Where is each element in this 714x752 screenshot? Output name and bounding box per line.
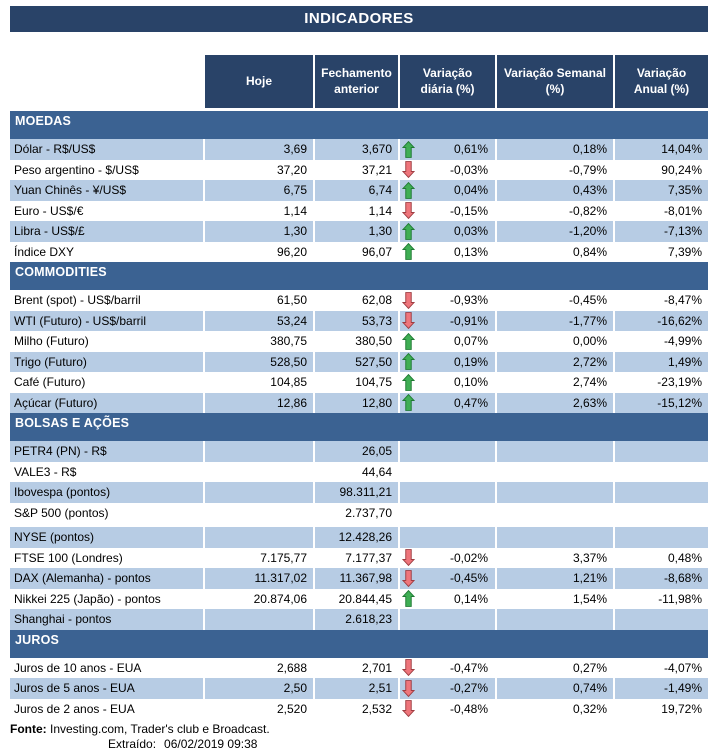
variacao-diaria-value: -0,15% bbox=[449, 203, 488, 218]
down-arrow-icon bbox=[400, 658, 418, 679]
cell-fechamento-anterior: 20.844,45 bbox=[313, 589, 398, 610]
table-row bbox=[10, 139, 708, 160]
table-row bbox=[10, 589, 708, 610]
up-arrow-icon bbox=[400, 372, 418, 393]
variacao-diaria-value: 0,19% bbox=[453, 354, 488, 369]
section-rows bbox=[10, 441, 708, 630]
up-arrow-icon bbox=[400, 221, 418, 242]
cell-variacao-anual: -4,99% bbox=[613, 331, 708, 352]
table-row bbox=[10, 331, 708, 352]
cell-hoje: 6,75 bbox=[203, 180, 313, 201]
table-row bbox=[10, 311, 708, 332]
cell-variacao-diaria bbox=[398, 548, 495, 569]
down-arrow-icon bbox=[400, 548, 418, 569]
empty-arrow-slot bbox=[400, 503, 418, 524]
extracted-line bbox=[10, 737, 708, 752]
variacao-diaria-value: 0,13% bbox=[453, 244, 488, 259]
row-label: Índice DXY bbox=[14, 244, 75, 259]
cell-hoje: 380,75 bbox=[203, 331, 313, 352]
table-header bbox=[10, 55, 708, 108]
cell-variacao-anual bbox=[613, 462, 708, 483]
cell-hoje: 96,20 bbox=[203, 242, 313, 263]
cell-fechamento-anterior: 3,670 bbox=[313, 139, 398, 160]
down-arrow-icon bbox=[400, 311, 418, 332]
cell-fechamento-anterior: 12.428,26 bbox=[313, 527, 398, 548]
cell-fechamento-anterior: 26,05 bbox=[313, 441, 398, 462]
table-section bbox=[10, 111, 708, 262]
extracted-timestamp: 06/02/2019 09:38 bbox=[164, 737, 258, 751]
down-arrow-icon bbox=[400, 678, 418, 699]
row-label: S&P 500 (pontos) bbox=[14, 505, 109, 520]
cell-variacao-anual: -8,47% bbox=[613, 290, 708, 311]
row-label: VALE3 - R$ bbox=[14, 464, 77, 479]
cell-variacao-diaria bbox=[398, 503, 495, 524]
table-row bbox=[10, 609, 708, 630]
cell-variacao-diaria bbox=[398, 589, 495, 610]
variacao-diaria-value: 0,61% bbox=[453, 142, 488, 156]
row-label: Café (Futuro) bbox=[14, 375, 86, 389]
cell-fechamento-anterior: 44,64 bbox=[313, 462, 398, 483]
section-header bbox=[10, 262, 708, 290]
cell-variacao-anual bbox=[613, 527, 708, 548]
header-spacer bbox=[10, 55, 203, 108]
variacao-diaria-value: -0,47% bbox=[449, 660, 488, 675]
table-row bbox=[10, 482, 708, 503]
cell-variacao-diaria bbox=[398, 678, 495, 699]
section-header-label: BOLSAS E AÇÕES bbox=[15, 416, 130, 430]
table-row bbox=[10, 658, 708, 679]
cell-variacao-anual: -16,62% bbox=[613, 311, 708, 332]
cell-fechamento-anterior: 2,532 bbox=[313, 699, 398, 720]
cell-variacao-diaria bbox=[398, 180, 495, 201]
cell-fechamento-anterior: 37,21 bbox=[313, 160, 398, 181]
cell-variacao-anual: 19,72% bbox=[613, 699, 708, 720]
cell-hoje bbox=[203, 462, 313, 483]
row-label: Libra - US$/£ bbox=[14, 224, 85, 238]
cell-hoje: 2,50 bbox=[203, 678, 313, 699]
variacao-diaria-value: -0,45% bbox=[449, 571, 488, 585]
table-row bbox=[10, 441, 708, 462]
cell-variacao-anual: -15,12% bbox=[613, 393, 708, 414]
cell-variacao-semanal: 0,43% bbox=[495, 180, 613, 201]
cell-variacao-semanal: 1,54% bbox=[495, 589, 613, 610]
cell-fechamento-anterior: 380,50 bbox=[313, 331, 398, 352]
up-arrow-icon bbox=[400, 589, 418, 610]
variacao-diaria-value: 0,04% bbox=[453, 183, 488, 197]
cell-variacao-anual bbox=[613, 482, 708, 503]
table-row bbox=[10, 352, 708, 373]
source-text: Investing.com, Trader's club e Broadcast. bbox=[46, 722, 270, 736]
down-arrow-icon bbox=[400, 290, 418, 311]
cell-variacao-semanal: 0,27% bbox=[495, 658, 613, 679]
down-arrow-icon bbox=[400, 568, 418, 589]
section-header bbox=[10, 111, 708, 139]
cell-variacao-diaria bbox=[398, 352, 495, 373]
cell-variacao-semanal bbox=[495, 441, 613, 462]
up-arrow-icon bbox=[400, 331, 418, 352]
cell-variacao-semanal: -0,82% bbox=[495, 201, 613, 222]
row-label: Peso argentino - $/US$ bbox=[14, 162, 139, 177]
variacao-diaria-value: 0,10% bbox=[453, 375, 488, 389]
table-row bbox=[10, 503, 708, 524]
cell-hoje: 528,50 bbox=[203, 352, 313, 373]
cell-fechamento-anterior: 53,73 bbox=[313, 311, 398, 332]
row-label: NYSE (pontos) bbox=[14, 530, 95, 544]
up-arrow-icon bbox=[400, 180, 418, 201]
cell-variacao-anual: -1,49% bbox=[613, 678, 708, 699]
down-arrow-icon bbox=[400, 201, 418, 222]
cell-variacao-semanal bbox=[495, 462, 613, 483]
up-arrow-icon bbox=[400, 393, 418, 414]
cell-variacao-anual: -23,19% bbox=[613, 372, 708, 393]
cell-variacao-semanal: -1,77% bbox=[495, 311, 613, 332]
cell-variacao-anual: 90,24% bbox=[613, 160, 708, 181]
cell-fechamento-anterior: 98.311,21 bbox=[313, 482, 398, 503]
cell-hoje: 2,520 bbox=[203, 699, 313, 720]
table-row bbox=[10, 678, 708, 699]
cell-variacao-semanal: 3,37% bbox=[495, 548, 613, 569]
row-label: Trigo (Futuro) bbox=[14, 354, 87, 369]
cell-hoje bbox=[203, 482, 313, 503]
column-header-hoje: Hoje bbox=[203, 55, 313, 108]
down-arrow-icon bbox=[400, 160, 418, 181]
section-rows bbox=[10, 290, 708, 413]
cell-variacao-semanal: 0,84% bbox=[495, 242, 613, 263]
cell-variacao-anual bbox=[613, 441, 708, 462]
cell-variacao-diaria bbox=[398, 290, 495, 311]
cell-hoje: 12,86 bbox=[203, 393, 313, 414]
cell-hoje: 3,69 bbox=[203, 139, 313, 160]
row-label: Juros de 10 anos - EUA bbox=[14, 660, 142, 675]
cell-fechamento-anterior: 7.177,37 bbox=[313, 548, 398, 569]
cell-variacao-anual: 7,35% bbox=[613, 180, 708, 201]
cell-variacao-semanal bbox=[495, 527, 613, 548]
table-row bbox=[10, 462, 708, 483]
variacao-diaria-value: 0,47% bbox=[453, 395, 488, 410]
cell-variacao-diaria bbox=[398, 482, 495, 503]
cell-fechamento-anterior: 2.618,23 bbox=[313, 609, 398, 630]
empty-arrow-slot bbox=[400, 527, 418, 548]
cell-variacao-diaria bbox=[398, 658, 495, 679]
cell-variacao-anual: 1,49% bbox=[613, 352, 708, 373]
cell-fechamento-anterior: 6,74 bbox=[313, 180, 398, 201]
row-label: Juros de 2 anos - EUA bbox=[14, 701, 135, 716]
up-arrow-icon bbox=[400, 242, 418, 263]
row-label: FTSE 100 (Londres) bbox=[14, 550, 123, 565]
cell-variacao-semanal: -0,79% bbox=[495, 160, 613, 181]
cell-variacao-semanal bbox=[495, 503, 613, 524]
cell-variacao-diaria bbox=[398, 441, 495, 462]
row-label: Brent (spot) - US$/barril bbox=[14, 293, 141, 307]
row-label: Euro - US$/€ bbox=[14, 203, 84, 218]
cell-hoje: 37,20 bbox=[203, 160, 313, 181]
cell-hoje: 104,85 bbox=[203, 372, 313, 393]
cell-fechamento-anterior: 2,51 bbox=[313, 678, 398, 699]
cell-variacao-anual: 14,04% bbox=[613, 139, 708, 160]
row-label: Ibovespa (pontos) bbox=[14, 485, 111, 499]
cell-variacao-anual: 7,39% bbox=[613, 242, 708, 263]
cell-variacao-semanal: 2,63% bbox=[495, 393, 613, 414]
cell-variacao-anual bbox=[613, 503, 708, 524]
table-row bbox=[10, 699, 708, 720]
section-rows bbox=[10, 139, 708, 262]
cell-variacao-anual: -8,68% bbox=[613, 568, 708, 589]
cell-hoje bbox=[203, 441, 313, 462]
cell-variacao-semanal: 0,00% bbox=[495, 331, 613, 352]
row-label: Milho (Futuro) bbox=[14, 334, 89, 348]
cell-variacao-semanal bbox=[495, 609, 613, 630]
cell-variacao-anual: -4,07% bbox=[613, 658, 708, 679]
column-header-variacao-anual: Variação Anual (%) bbox=[613, 55, 708, 108]
cell-variacao-semanal: 2,72% bbox=[495, 352, 613, 373]
source-line bbox=[10, 722, 708, 737]
cell-variacao-anual bbox=[613, 609, 708, 630]
table-row bbox=[10, 527, 708, 548]
cell-variacao-semanal: -0,45% bbox=[495, 290, 613, 311]
table-row bbox=[10, 290, 708, 311]
cell-fechamento-anterior: 11.367,98 bbox=[313, 568, 398, 589]
cell-variacao-diaria bbox=[398, 462, 495, 483]
cell-variacao-semanal bbox=[495, 482, 613, 503]
up-arrow-icon bbox=[400, 139, 418, 160]
cell-variacao-anual: 0,48% bbox=[613, 548, 708, 569]
section-rows bbox=[10, 658, 708, 720]
cell-hoje: 20.874,06 bbox=[203, 589, 313, 610]
cell-variacao-diaria bbox=[398, 221, 495, 242]
source-label: Fonte: bbox=[10, 722, 47, 736]
cell-hoje: 2,688 bbox=[203, 658, 313, 679]
row-label: Dólar - R$/US$ bbox=[14, 142, 96, 156]
cell-fechamento-anterior: 12,80 bbox=[313, 393, 398, 414]
up-arrow-icon bbox=[400, 352, 418, 373]
cell-variacao-semanal: 2,74% bbox=[495, 372, 613, 393]
cell-variacao-diaria bbox=[398, 160, 495, 181]
table-row bbox=[10, 548, 708, 569]
cell-fechamento-anterior: 62,08 bbox=[313, 290, 398, 311]
cell-hoje: 53,24 bbox=[203, 311, 313, 332]
cell-hoje: 61,50 bbox=[203, 290, 313, 311]
variacao-diaria-value: 0,14% bbox=[453, 591, 488, 606]
empty-arrow-slot bbox=[400, 441, 418, 462]
table-row bbox=[10, 221, 708, 242]
cell-variacao-diaria bbox=[398, 568, 495, 589]
cell-variacao-diaria bbox=[398, 609, 495, 630]
variacao-diaria-value: -0,48% bbox=[449, 701, 488, 716]
cell-fechamento-anterior: 1,14 bbox=[313, 201, 398, 222]
cell-hoje bbox=[203, 527, 313, 548]
cell-hoje bbox=[203, 503, 313, 524]
column-header-variacao-semanal: Variação Semanal (%) bbox=[495, 55, 613, 108]
cell-fechamento-anterior: 2,701 bbox=[313, 658, 398, 679]
table-section bbox=[10, 262, 708, 413]
cell-variacao-diaria bbox=[398, 331, 495, 352]
cell-hoje: 1,14 bbox=[203, 201, 313, 222]
table-section bbox=[10, 413, 708, 630]
cell-fechamento-anterior: 527,50 bbox=[313, 352, 398, 373]
empty-arrow-slot bbox=[400, 609, 418, 630]
cell-hoje: 7.175,77 bbox=[203, 548, 313, 569]
cell-variacao-semanal: 0,18% bbox=[495, 139, 613, 160]
table-row bbox=[10, 160, 708, 181]
table-row bbox=[10, 568, 708, 589]
cell-variacao-anual: -11,98% bbox=[613, 589, 708, 610]
cell-variacao-diaria bbox=[398, 527, 495, 548]
variacao-diaria-value: 0,03% bbox=[453, 224, 488, 238]
empty-arrow-slot bbox=[400, 482, 418, 503]
cell-fechamento-anterior: 2.737,70 bbox=[313, 503, 398, 524]
cell-variacao-anual: -8,01% bbox=[613, 201, 708, 222]
extracted-label: Extraído: bbox=[108, 737, 157, 751]
table-body bbox=[10, 111, 708, 719]
cell-hoje: 11.317,02 bbox=[203, 568, 313, 589]
cell-variacao-anual: -7,13% bbox=[613, 221, 708, 242]
row-label: Açúcar (Futuro) bbox=[14, 395, 98, 410]
row-label: Juros de 5 anos - EUA bbox=[14, 681, 135, 695]
cell-variacao-diaria bbox=[398, 139, 495, 160]
cell-variacao-semanal: 1,21% bbox=[495, 568, 613, 589]
cell-variacao-semanal: -1,20% bbox=[495, 221, 613, 242]
empty-arrow-slot bbox=[400, 462, 418, 483]
row-label: PETR4 (PN) - R$ bbox=[14, 444, 107, 458]
section-header bbox=[10, 413, 708, 441]
table-section bbox=[10, 630, 708, 720]
section-header-label: COMMODITIES bbox=[15, 265, 107, 279]
table-row bbox=[10, 393, 708, 414]
cell-variacao-semanal: 0,32% bbox=[495, 699, 613, 720]
section-header bbox=[10, 630, 708, 658]
footer bbox=[10, 722, 708, 752]
cell-variacao-diaria bbox=[398, 242, 495, 263]
variacao-diaria-value: -0,03% bbox=[449, 162, 488, 177]
variacao-diaria-value: -0,91% bbox=[449, 313, 488, 328]
variacao-diaria-value: -0,27% bbox=[449, 681, 488, 695]
column-header-variacao-diaria: Variação diária (%) bbox=[398, 55, 495, 108]
cell-variacao-semanal: 0,74% bbox=[495, 678, 613, 699]
cell-variacao-diaria bbox=[398, 311, 495, 332]
section-header-label: MOEDAS bbox=[15, 114, 72, 128]
cell-variacao-diaria bbox=[398, 393, 495, 414]
page-title: INDICADORES bbox=[10, 6, 708, 32]
table-row bbox=[10, 201, 708, 222]
row-label: Nikkei 225 (Japão) - pontos bbox=[14, 591, 161, 606]
down-arrow-icon bbox=[400, 699, 418, 720]
variacao-diaria-value: -0,93% bbox=[449, 293, 488, 307]
cell-variacao-diaria bbox=[398, 372, 495, 393]
section-header-label: JUROS bbox=[15, 632, 60, 647]
cell-fechamento-anterior: 96,07 bbox=[313, 242, 398, 263]
cell-fechamento-anterior: 1,30 bbox=[313, 221, 398, 242]
row-label: Shanghai - pontos bbox=[14, 612, 112, 626]
row-label: DAX (Alemanha) - pontos bbox=[14, 571, 151, 585]
cell-fechamento-anterior: 104,75 bbox=[313, 372, 398, 393]
table-row bbox=[10, 180, 708, 201]
cell-hoje: 1,30 bbox=[203, 221, 313, 242]
table-row bbox=[10, 242, 708, 263]
cell-variacao-diaria bbox=[398, 201, 495, 222]
variacao-diaria-value: -0,02% bbox=[449, 550, 488, 565]
row-label: Yuan Chinês - ¥/US$ bbox=[14, 183, 127, 197]
variacao-diaria-value: 0,07% bbox=[453, 334, 488, 348]
cell-hoje bbox=[203, 609, 313, 630]
cell-variacao-diaria bbox=[398, 699, 495, 720]
table-row bbox=[10, 372, 708, 393]
row-label: WTI (Futuro) - US$/barril bbox=[14, 313, 147, 328]
column-header-fechamento: Fechamento anterior bbox=[313, 55, 398, 108]
